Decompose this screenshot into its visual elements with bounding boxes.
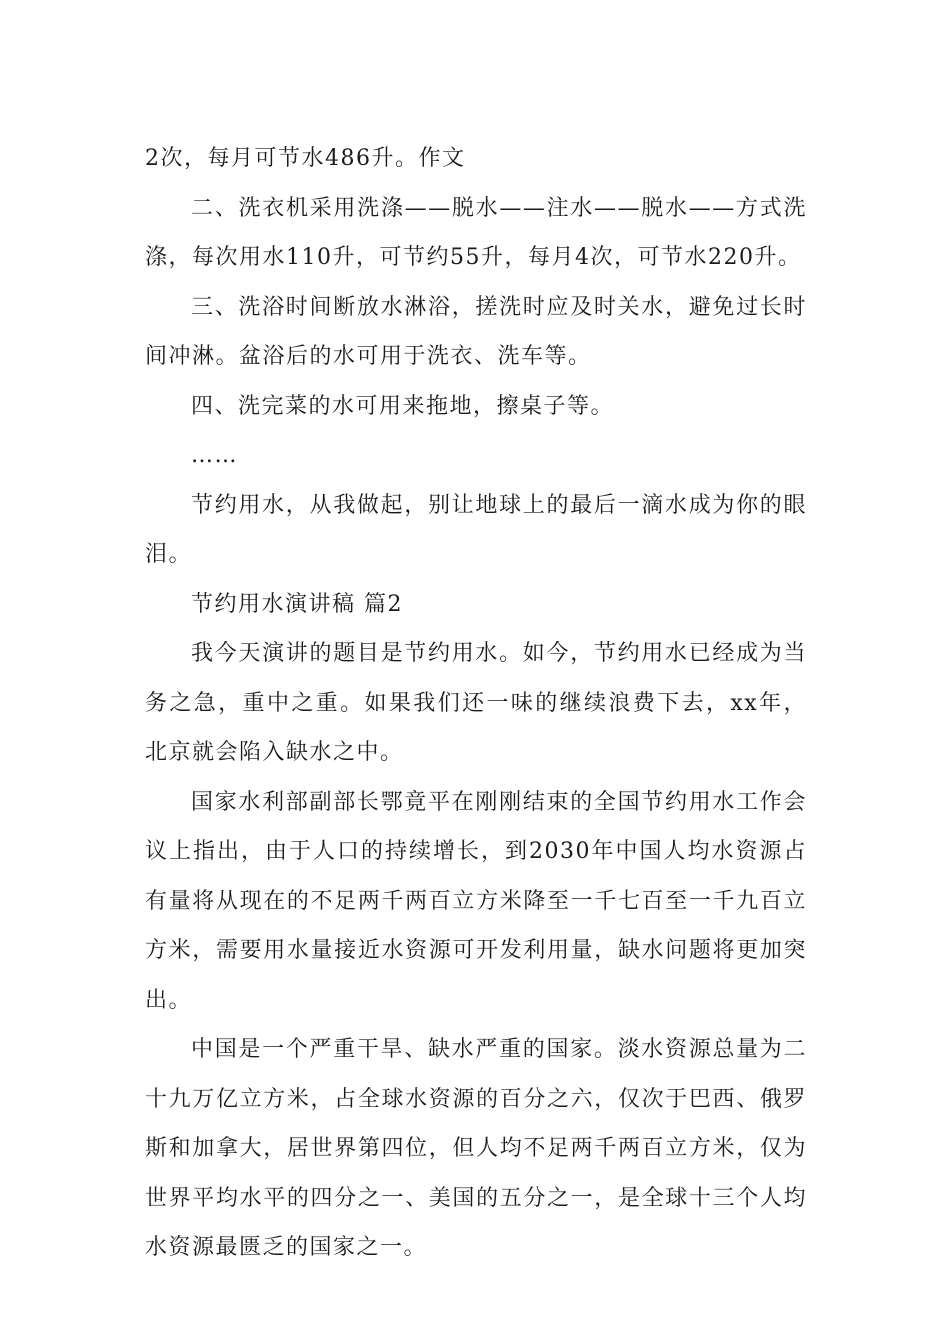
paragraph-speech-intro: 我今天演讲的题目是节约用水。如今，节约用水已经成为当务之急，重中之重。如果我们还一味的继续浪费下去，xx年，北京就会陷入缺水之中。 [145, 641, 807, 765]
paragraph-water-saving-continued: 2次，每月可节水486升。作文 [145, 146, 466, 171]
section-heading-speech-2: 节约用水演讲稿 篇2 [191, 591, 403, 617]
paragraph-vegetable-water: 四、洗完菜的水可用来拖地，擦桌子等。 [191, 393, 615, 419]
document-body [145, 134, 807, 1273]
paragraph-conclusion: 节约用水，从我做起，别让地球上的最后一滴水成为你的眼泪。 [145, 492, 807, 567]
paragraph-washing-machine: 二、洗衣机采用洗涤——脱水——注水——脱水——方式洗涤，每次用水110升，可节约55升，每月4次，可节水220升。 [145, 195, 807, 270]
paragraph-china-water-resources: 中国是一个严重干旱、缺水严重的国家。淡水资源总量为二十九万亿立方米，占全球水资源的百分之六，仅次于巴西、俄罗斯和加拿大，居世界第四位，但人均不足两千两百立方米，仅为世界平均水平的四分之一、美国的五分之一，是全球十三个人均水资源最匮乏的国家之一。 [145, 1037, 807, 1260]
paragraph-ellipsis: …… [191, 443, 238, 468]
paragraph-ministry-statement: 国家水利部副部长鄂竟平在刚刚结束的全国节约用水工作会议上指出，由于人口的持续增长，到2030年中国人均水资源占有量将从现在的不足两千两百立方米降至一千七百至一千九百立方米，需要用水量接近水资源可开发利用量，缺水问题将更加突出。 [145, 789, 807, 1013]
paragraph-shower: 三、洗浴时间断放水淋浴，搓洗时应及时关水，避免过长时间冲淋。盆浴后的水可用于洗衣、洗车等。 [145, 294, 807, 369]
